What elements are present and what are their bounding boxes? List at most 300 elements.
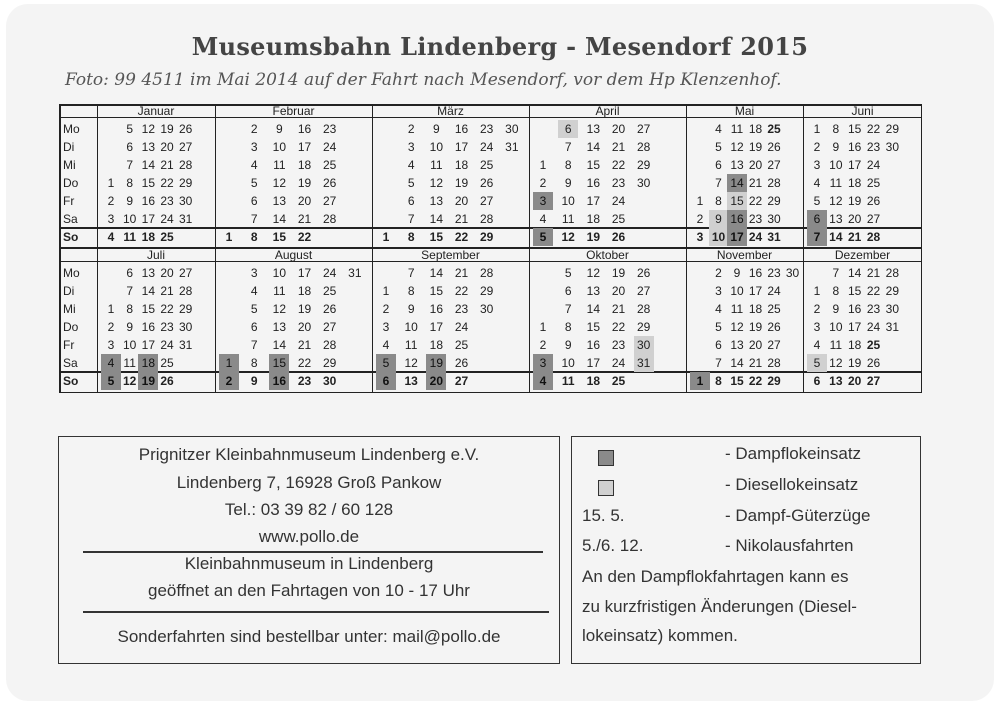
calendar-day: 27 — [767, 158, 781, 172]
calendar-day: 31 — [505, 140, 519, 154]
calendar-day: 4 — [715, 302, 722, 316]
calendar-day: 5 — [407, 176, 415, 190]
page-title: Museumsbahn Lindenberg - Mesendorf 2015 — [191, 32, 809, 61]
divider — [83, 611, 549, 613]
calendar-day: 17 — [748, 284, 763, 298]
calendar-day: 26 — [178, 122, 193, 136]
calendar-day: 18 — [138, 354, 158, 372]
calendar-day: 23 — [611, 176, 626, 190]
calendar-day: 5 — [250, 176, 258, 190]
calendar-day: 12 — [829, 194, 843, 208]
calendar-day: 29 — [479, 230, 494, 244]
calendar-day: 30 — [178, 194, 193, 208]
calendar-day: 10 — [429, 140, 443, 154]
website: www.pollo.de — [258, 527, 360, 546]
calendar-day: 20 — [297, 194, 312, 208]
calendar-day: 15 — [847, 284, 862, 298]
calendar-day: 19 — [138, 372, 158, 390]
calendar-day: 10 — [272, 140, 286, 154]
calendar-day: 5 — [564, 266, 572, 280]
month-header: Januar — [137, 104, 175, 118]
calendar-day: 21 — [611, 140, 626, 154]
calendar-day: 20 — [748, 158, 763, 172]
calendar-day: 3 — [813, 158, 821, 172]
calendar-day: 1 — [219, 354, 239, 372]
calendar-day: 10 — [561, 356, 575, 370]
calendar-day: 11 — [123, 230, 136, 244]
calendar-day: 3 — [407, 140, 415, 154]
calendar-day: 21 — [847, 230, 862, 244]
calendar-day: 19 — [297, 302, 312, 316]
calendar-day: 21 — [866, 266, 881, 280]
calendar-day: 26 — [479, 176, 494, 190]
calendar-day: 16 — [586, 176, 600, 190]
calendar-day: 10 — [561, 194, 575, 208]
calendar-day: 8 — [250, 356, 258, 370]
calendar-day: 12 — [272, 176, 286, 190]
calendar-day: 9 — [832, 140, 840, 154]
calendar-day: 16 — [847, 140, 862, 154]
weekday-label: Mo — [63, 122, 80, 136]
calendar-day: 9 — [407, 302, 415, 316]
calendar-day: 21 — [160, 158, 174, 172]
calendar-day: 19 — [847, 356, 862, 370]
calendar-day: 17 — [586, 194, 600, 208]
calendar-day: 14 — [141, 284, 155, 298]
weekday-label: Fr — [63, 194, 75, 208]
calendar-day: 2 — [219, 372, 239, 390]
calendar-day: 14 — [586, 140, 600, 154]
calendar-day: 8 — [407, 284, 415, 298]
calendar-day: 13 — [586, 284, 600, 298]
calendar-day: 14 — [429, 266, 443, 280]
month-header: Dezember — [834, 248, 891, 262]
calendar-day: 18 — [586, 212, 600, 226]
calendar-day: 8 — [407, 230, 415, 244]
calendar-day: 25 — [322, 158, 337, 172]
calendar-day: 13 — [730, 158, 744, 172]
calendar-day: 20 — [847, 374, 862, 388]
calendar-day: 11 — [829, 176, 843, 190]
calendar-day: 13 — [730, 338, 744, 352]
calendar-day: 13 — [586, 122, 600, 136]
calendar-day: 22 — [454, 284, 469, 298]
gueter-date: 15. 5. — [582, 506, 625, 525]
calendar-day: 23 — [479, 122, 494, 136]
calendar-day: 22 — [160, 176, 174, 190]
calendar-day: 2 — [107, 194, 115, 208]
calendar-day: 9 — [432, 122, 440, 136]
calendar-day: 15 — [847, 122, 862, 136]
calendar-day: 30 — [767, 212, 781, 226]
calendar-day: 5 — [813, 194, 821, 208]
calendar-day: 7 — [126, 284, 133, 298]
calendar-day: 31 — [178, 212, 193, 226]
calendar-day: 8 — [715, 374, 722, 388]
calendar-day: 30 — [322, 374, 337, 388]
calendar-day: 24 — [479, 140, 494, 154]
calendar-day: 17 — [847, 320, 862, 334]
calendar-day: 16 — [269, 372, 289, 390]
calendar-day: 24 — [322, 266, 337, 280]
calendar-day: 9 — [832, 302, 840, 316]
calendar-day: 30 — [479, 302, 494, 316]
calendar-day: 12 — [404, 356, 418, 370]
calendar-day: 27 — [178, 140, 193, 154]
year-calendar — [59, 104, 922, 393]
calendar-day: 29 — [178, 176, 193, 190]
calendar-day: 12 — [586, 266, 600, 280]
calendar-day: 3 — [533, 354, 553, 372]
calendar-day: 19 — [426, 354, 446, 372]
calendar-day: 1 — [225, 230, 233, 244]
calendar-day: 27 — [454, 374, 469, 388]
legend-box — [571, 436, 921, 664]
calendar-day: 1 — [107, 302, 115, 316]
calendar-day: 13 — [272, 194, 286, 208]
calendar-day: 10 — [730, 284, 744, 298]
calendar-day: 16 — [429, 302, 443, 316]
calendar-day: 4 — [715, 122, 722, 136]
contact-box — [58, 436, 560, 664]
org-name: Prignitzer Kleinbahnmuseum Lindenberg e.V. — [138, 445, 480, 464]
calendar-day: 4 — [407, 158, 415, 172]
calendar-day: 6 — [807, 210, 827, 228]
calendar-day: 20 — [454, 194, 469, 208]
calendar-day: 8 — [126, 176, 133, 190]
calendar-day: 9 — [733, 266, 741, 280]
calendar-day: 3 — [107, 338, 115, 352]
opening-hours: geöffnet an den Fahrtagen von 10 - 17 Uhr — [148, 581, 470, 600]
calendar-day: 10 — [829, 320, 843, 334]
calendar-day: 6 — [376, 372, 396, 390]
calendar-day: 4 — [813, 176, 821, 190]
calendar-day: 28 — [479, 212, 494, 226]
calendar-day: 10 — [122, 338, 137, 352]
calendar-day: 5 — [715, 320, 722, 334]
calendar-day: 28 — [322, 338, 337, 352]
calendar-day: 31 — [885, 320, 899, 334]
dampf-label: - Dampflokeinsatz — [725, 444, 862, 463]
calendar-day: 17 — [727, 228, 747, 246]
calendar-day: 7 — [126, 158, 133, 172]
calendar-day: 26 — [767, 140, 781, 154]
calendar-day: 26 — [636, 266, 651, 280]
calendar-day: 8 — [564, 158, 572, 172]
calendar-day: 9 — [564, 176, 572, 190]
calendar-day: 8 — [832, 284, 840, 298]
calendar-day: 6 — [407, 194, 415, 208]
calendar-day: 18 — [748, 302, 763, 316]
calendar-day: 19 — [586, 230, 600, 244]
sunday-line — [59, 371, 922, 373]
calendar-day: 6 — [715, 338, 722, 352]
calendar-day: 30 — [785, 266, 800, 280]
calendar-day: 5 — [101, 372, 121, 390]
weekday-label: Do — [63, 320, 79, 334]
calendar-day: 13 — [829, 374, 843, 388]
calendar-day: 2 — [696, 212, 704, 226]
calendar-day: 1 — [696, 194, 704, 208]
calendar-day: 21 — [748, 176, 763, 190]
calendar-day: 8 — [832, 122, 840, 136]
calendar-day: 7 — [564, 302, 572, 316]
calendar-day: 27 — [866, 374, 881, 388]
calendar-day: 18 — [847, 338, 862, 352]
calendar-day: 7 — [564, 140, 572, 154]
calendar-day: 6 — [250, 194, 258, 208]
grid-border — [59, 392, 922, 394]
calendar-day: 24 — [866, 320, 881, 334]
calendar-day: 21 — [454, 212, 469, 226]
weekday-label: So — [63, 374, 79, 388]
note-line: An den Dampflokfahrtagen kann es — [582, 567, 849, 586]
calendar-day: 15 — [586, 158, 600, 172]
calendar-day: 11 — [273, 284, 286, 298]
calendar-day: 29 — [767, 374, 781, 388]
calendar-day: 28 — [866, 230, 881, 244]
calendar-day: 2 — [250, 122, 258, 136]
calendar-day: 31 — [767, 230, 781, 244]
calendar-day: 29 — [636, 320, 651, 334]
weekday-label: Fr — [63, 338, 75, 352]
calendar-day: 30 — [885, 140, 899, 154]
calendar-day: 6 — [564, 284, 572, 298]
weekday-label: Mi — [63, 158, 76, 172]
calendar-day: 30 — [505, 122, 519, 136]
calendar-day: 2 — [107, 320, 115, 334]
calendar-day: 29 — [479, 284, 494, 298]
calendar-day: 20 — [160, 266, 174, 280]
calendar-day: 5 — [126, 122, 133, 136]
calendar-day: 28 — [767, 356, 781, 370]
calendar-day: 22 — [160, 302, 174, 316]
calendar-day: 21 — [748, 356, 763, 370]
calendar-day: 23 — [322, 122, 337, 136]
calendar-day: 6 — [126, 140, 133, 154]
calendar-day: 26 — [322, 176, 337, 190]
calendar-day: 5 — [250, 302, 258, 316]
calendar-day: 29 — [767, 194, 781, 208]
calendar-day: 23 — [866, 302, 881, 316]
weekday-label: Mo — [63, 266, 80, 280]
calendar-day: 25 — [322, 284, 337, 298]
calendar-day: 3 — [696, 230, 704, 244]
month-header: März — [437, 104, 464, 118]
calendar-day: 25 — [611, 212, 626, 226]
weekday-label: Sa — [63, 212, 78, 226]
calendar-day: 11 — [561, 374, 575, 388]
calendar-day: 11 — [730, 302, 744, 316]
calendar-day: 13 — [429, 194, 443, 208]
calendar-day: 27 — [322, 194, 337, 208]
calendar-day: 21 — [160, 284, 174, 298]
calendar-day: 24 — [767, 284, 781, 298]
calendar-day: 23 — [454, 302, 469, 316]
calendar-day: 2 — [407, 122, 415, 136]
calendar-day: 18 — [297, 158, 312, 172]
calendar-day: 26 — [322, 302, 337, 316]
calendar-day: 24 — [322, 140, 337, 154]
calendar-day: 25 — [767, 122, 781, 136]
calendar-day: 30 — [634, 336, 654, 354]
calendar-day: 27 — [322, 320, 337, 334]
calendar-day: 20 — [160, 140, 174, 154]
calendar-day: 28 — [636, 140, 651, 154]
nikolaus-label: - Nikolausfahrten — [725, 536, 854, 555]
month-header: Oktober — [586, 248, 629, 262]
calendar-day: 14 — [727, 174, 747, 192]
calendar-day: 17 — [454, 140, 469, 154]
calendar-day: 22 — [297, 230, 312, 244]
calendar-day: 4 — [813, 338, 821, 352]
calendar-day: 9 — [564, 338, 572, 352]
calendar-day: 11 — [273, 158, 286, 172]
calendar-day: 19 — [160, 122, 174, 136]
gueter-label: - Dampf-Güterzüge — [725, 506, 871, 525]
calendar-day: 4 — [250, 158, 258, 172]
calendar-day: 23 — [297, 374, 312, 388]
calendar-day: 23 — [160, 320, 174, 334]
calendar-day: 2 — [715, 266, 722, 280]
calendar-day: 5 — [533, 228, 553, 246]
calendar-day: 24 — [160, 338, 174, 352]
calendar-day: 20 — [611, 122, 626, 136]
calendar-day: 5 — [376, 354, 396, 372]
calendar-day: 5 — [807, 354, 827, 372]
calendar-day: 18 — [297, 284, 312, 298]
calendar-day: 19 — [748, 320, 763, 334]
calendar-day: 7 — [715, 356, 722, 370]
calendar-day: 28 — [479, 266, 494, 280]
calendar-day: 16 — [847, 302, 862, 316]
calendar-day: 23 — [748, 212, 763, 226]
calendar-day: 28 — [322, 212, 337, 226]
calendar-day: 11 — [430, 158, 443, 172]
calendar-day: 3 — [250, 140, 258, 154]
calendar-day: 25 — [767, 302, 781, 316]
calendar-day: 26 — [866, 356, 881, 370]
calendar-day: 14 — [829, 230, 843, 244]
weekday-label: Sa — [63, 356, 78, 370]
calendar-day: 2 — [539, 338, 547, 352]
calendar-day: 12 — [829, 356, 843, 370]
calendar-day: 4 — [539, 212, 547, 226]
calendar-day: 10 — [829, 158, 843, 172]
weekday-label: So — [63, 230, 79, 244]
calendar-day: 19 — [611, 266, 626, 280]
calendar-day: 4 — [250, 284, 258, 298]
calendar-day: 25 — [160, 356, 174, 370]
calendar-day: 29 — [885, 284, 899, 298]
calendar-day: 25 — [454, 338, 469, 352]
calendar-day: 2 — [539, 176, 547, 190]
calendar-day: 19 — [748, 140, 763, 154]
calendar-day: 1 — [690, 372, 710, 390]
calendar-day: 27 — [178, 266, 193, 280]
calendar-day: 15 — [141, 176, 155, 190]
calendar-day: 14 — [847, 266, 862, 280]
calendar-day: 28 — [178, 284, 193, 298]
calendar-day: 16 — [586, 338, 600, 352]
calendar-day: 23 — [160, 194, 174, 208]
calendar-day: 27 — [767, 338, 781, 352]
calendar-day: 25 — [479, 158, 494, 172]
calendar-day: 17 — [586, 356, 600, 370]
grid-border — [59, 104, 61, 393]
calendar-day: 13 — [272, 320, 286, 334]
calendar-day: 17 — [141, 338, 155, 352]
calendar-day: 15 — [272, 230, 286, 244]
calendar-day: 22 — [748, 194, 763, 208]
calendar-day: 25 — [866, 338, 881, 352]
calendar-day: 3 — [250, 266, 258, 280]
weekday-label: Mi — [63, 302, 76, 316]
calendar-day: 22 — [611, 158, 626, 172]
calendar-day: 7 — [832, 266, 840, 280]
month-header: Juni — [851, 104, 874, 118]
calendar-day: 27 — [636, 284, 651, 298]
calendar-day: 31 — [348, 266, 362, 280]
calendar-day: 3 — [533, 192, 553, 210]
calendar-day: 18 — [429, 338, 443, 352]
calendar-day: 22 — [748, 374, 763, 388]
calendar-day: 18 — [586, 374, 600, 388]
calendar-day: 7 — [407, 212, 415, 226]
calendar-day: 7 — [250, 212, 258, 226]
calendar-day: 4 — [382, 338, 390, 352]
calendar-day: 22 — [611, 320, 626, 334]
calendar-day: 21 — [611, 302, 626, 316]
calendar-day: 1 — [813, 284, 821, 298]
calendar-day: 16 — [727, 210, 747, 228]
calendar-day: 7 — [715, 176, 722, 190]
calendar-day: 15 — [429, 230, 443, 244]
month-header: November — [716, 248, 773, 262]
calendar-day: 6 — [715, 158, 722, 172]
calendar-day: 24 — [866, 158, 881, 172]
calendar-day: 27 — [866, 212, 881, 226]
month-header: September — [421, 248, 480, 262]
calendar-day: 9 — [250, 374, 258, 388]
calendar-day: 15 — [141, 302, 155, 316]
calendar-day: 24 — [748, 230, 763, 244]
calendar-day: 3 — [715, 284, 722, 298]
month-header: Juli — [146, 248, 165, 262]
month-header: August — [274, 248, 313, 262]
calendar-day: 7 — [250, 338, 258, 352]
calendar-day: 17 — [141, 212, 155, 226]
calendar-day: 8 — [715, 194, 722, 208]
calendar-day: 11 — [404, 338, 418, 352]
calendar-day: 12 — [122, 374, 137, 388]
calendar-day: 13 — [829, 212, 843, 226]
calendar-day: 26 — [454, 356, 469, 370]
calendar-day: 20 — [426, 372, 446, 390]
calendar-day: 19 — [847, 194, 862, 208]
calendar-day: 30 — [178, 320, 193, 334]
calendar-day: 12 — [141, 122, 155, 136]
calendar-day: 9 — [126, 320, 133, 334]
calendar-day: 14 — [141, 158, 155, 172]
calendar-day: 22 — [454, 230, 469, 244]
calendar-day: 11 — [123, 356, 136, 370]
calendar-day: 5 — [715, 140, 722, 154]
calendar-day: 16 — [297, 122, 312, 136]
calendar-day: 17 — [847, 158, 862, 172]
calendar-day: 9 — [709, 210, 729, 228]
calendar-day: 6 — [558, 120, 578, 138]
